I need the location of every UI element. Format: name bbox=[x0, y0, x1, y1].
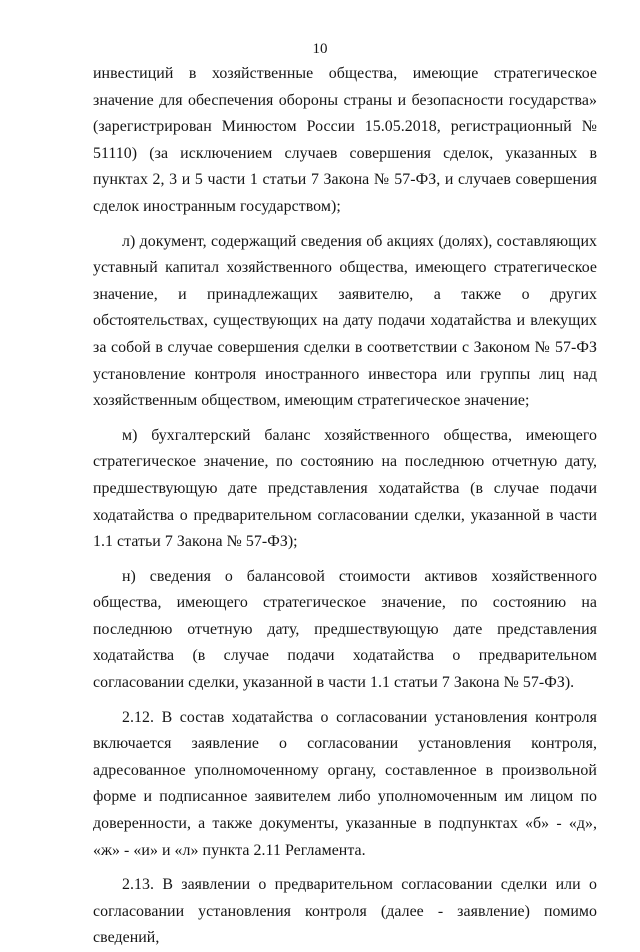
paragraph-item-l: л) документ, содержащий сведения об акциях (долях), составляющих уставный капитал хозяйственного общества, имеющего стратегическое значение, и принадлежащих заявителю, а также о других обстоятельствах, существующих на дату подачи ходатайства и влекущих за собой в случае совершения сделки в соответствии с Законом № 57-ФЗ установление контроля иностранного инвестора или группы лиц над хозяйственным обществом, имеющим стратегическое значение; bbox=[93, 232, 597, 410]
paragraph-clause-2-12: 2.12. В состав ходатайства о согласовании установления контроля включается заявление о согласовании установления контроля, адресованное уполномоченному органу, составленное в произвольной форме и подписанное заявителем либо уполномоченным им лицом по доверенности, а также документы, указанные в подпунктах «б» - «д», «ж» - «и» и «л» пункта 2.11 Регламента. bbox=[93, 708, 597, 859]
paragraph-item-m: м) бухгалтерский баланс хозяйственного общества, имеющего стратегическое значение, по состоянию на последнюю отчетную дату, предшествующую дате представления ходатайства (в случае подачи ходатайства о предварительном согласовании сделки, указанной в части 1.1 статьи 7 Закона № 57-ФЗ); bbox=[93, 426, 597, 551]
paragraph-clause-2-13: 2.13. В заявлении о предварительном согласовании сделки или о согласовании установления контроля (далее - заявление) помимо сведений, bbox=[93, 876, 597, 947]
page-number: 10 bbox=[312, 41, 328, 57]
paragraph-item-n: н) сведения о балансовой стоимости активов хозяйственного общества, имеющего стратегическое значение, по состоянию на последнюю отчетную дату, предшествующую дате представления ходатайства (в случае подачи ходатайства о предварительном согласовании сделки, указанной в части 1.1 статьи 7 Закона № 57-ФЗ). bbox=[93, 567, 597, 692]
document-body bbox=[93, 61, 597, 952]
paragraph-continuation: инвестиций в хозяйственные общества, имеющие стратегическое значение для обеспечения обороны страны и безопасности государства» (зарегистрирован Минюстом России 15.05.2018, регистрационный № 51110) (за исключением случаев совершения сделок, указанных в пунктах 2, 3 и 5 части 1 статьи 7 Закона № 57-ФЗ, и случаев совершения сделок иностранным государством); bbox=[93, 65, 597, 215]
